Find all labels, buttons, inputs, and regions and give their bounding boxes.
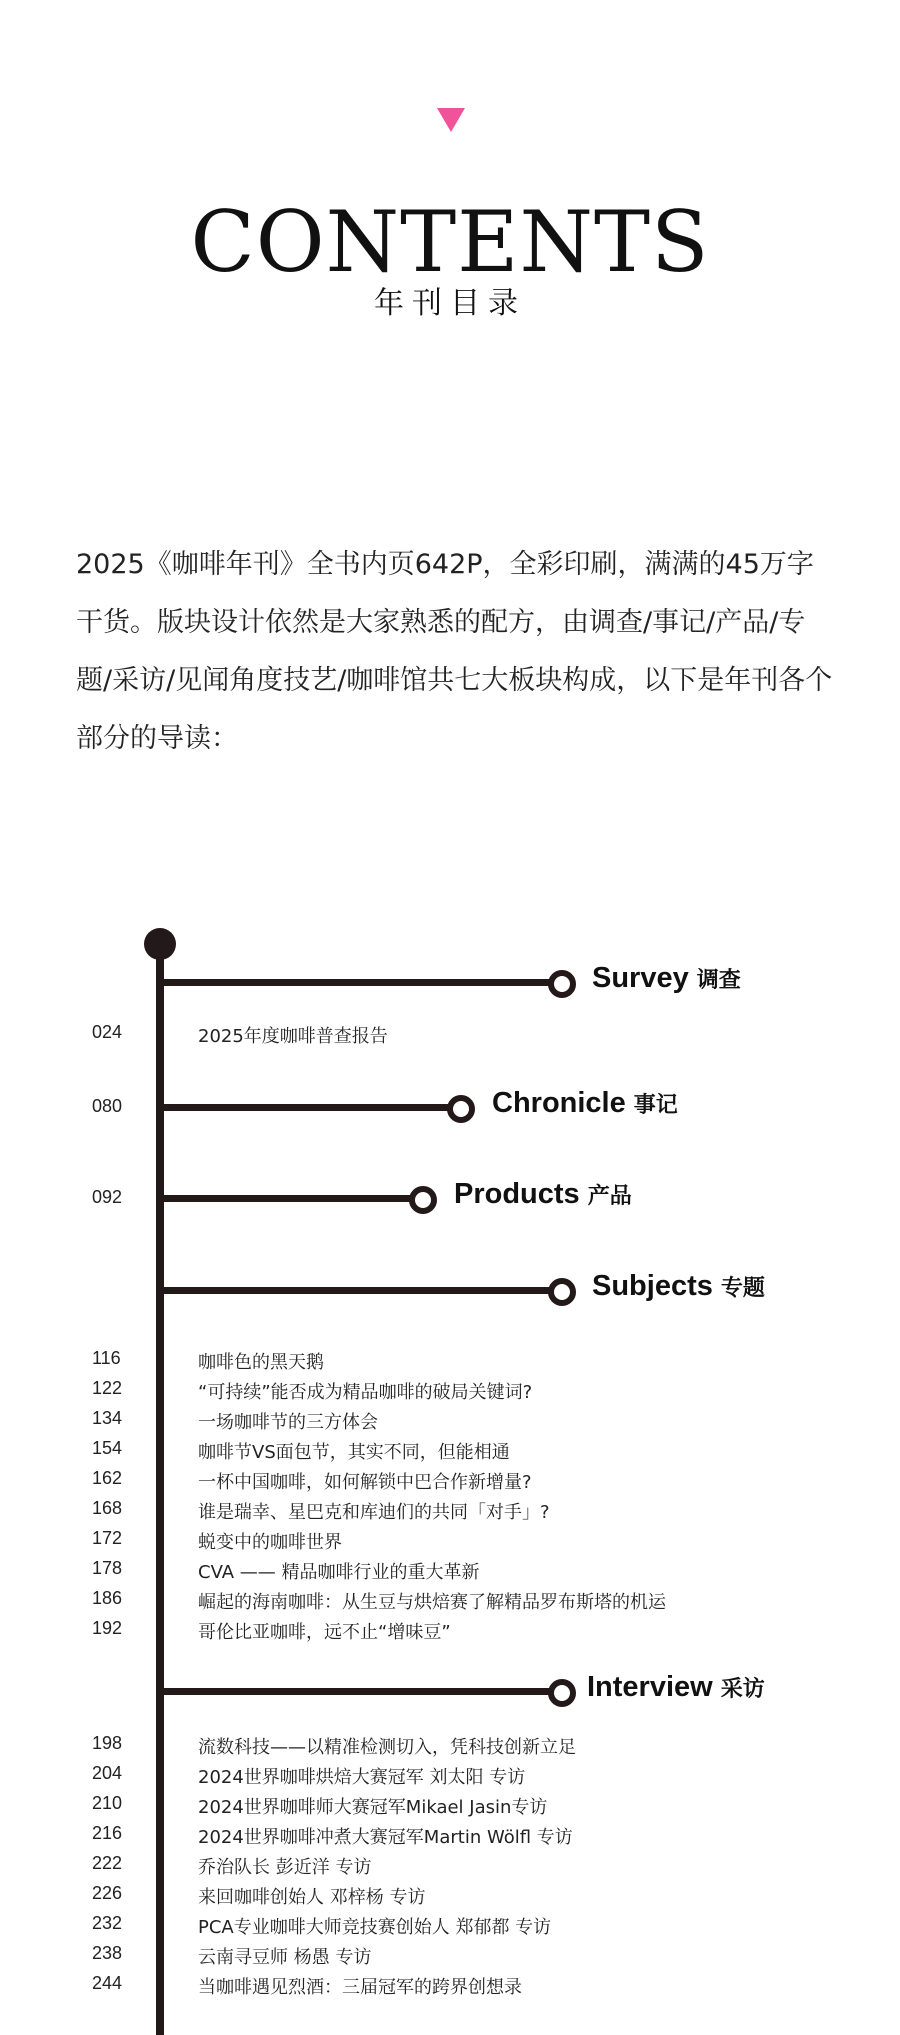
timeline-spine (156, 945, 164, 2035)
section-chronicle-zh: 事记 (633, 1093, 678, 1118)
toc-item[interactable]: 2025年度咖啡普查报告 (198, 1026, 388, 1047)
toc-item[interactable]: 乔治队长 彭近洋 专访 (198, 1857, 372, 1878)
toc-item[interactable]: 2024世界咖啡师大赛冠军Mikael Jasin专访 (198, 1797, 548, 1818)
section-chronicle-en: Chronicle (492, 1087, 626, 1119)
toc-item[interactable]: PCA专业咖啡大师竞技赛创始人 郑郁都 专访 (198, 1917, 552, 1938)
page-number: 080 (92, 1096, 123, 1116)
toc-item[interactable]: 一杯中国咖啡，如何解锁中巴合作新增量? (198, 1472, 532, 1493)
page-number: 162 (92, 1468, 123, 1488)
toc-item[interactable]: 来回咖啡创始人 邓梓杨 专访 (198, 1887, 426, 1908)
toc-item[interactable]: 谁是瑞幸、星巴克和库迪们的共同「对手」? (198, 1502, 550, 1523)
toc-item[interactable]: 流数科技——以精准检测切入，凭科技创新立足 (198, 1737, 576, 1758)
section-interview-zh: 采访 (720, 1677, 765, 1702)
products-node-icon (409, 1186, 437, 1214)
section-products-en: Products (454, 1178, 580, 1210)
page-number: 216 (92, 1823, 123, 1843)
toc-item[interactable]: 2024世界咖啡烘焙大赛冠军 刘太阳 专访 (198, 1767, 526, 1788)
section-chronicle (492, 1087, 678, 1120)
section-products (454, 1178, 632, 1211)
section-interview (587, 1671, 765, 1704)
products-connector (164, 1195, 414, 1202)
toc-item[interactable]: “可持续”能否成为精品咖啡的破局关键词? (198, 1382, 533, 1403)
subjects-node-icon (548, 1278, 576, 1306)
survey-node-icon (548, 970, 576, 998)
page-number: 192 (92, 1618, 123, 1638)
page-number: 178 (92, 1558, 123, 1578)
toc-item[interactable]: 哥伦比亚咖啡，远不止“增味豆” (198, 1622, 451, 1643)
toc-item[interactable]: 当咖啡遇见烈酒：三届冠军的跨界创想录 (198, 1977, 522, 1998)
page-number: 024 (92, 1022, 123, 1042)
page-number: 154 (92, 1438, 123, 1458)
page-number: 204 (92, 1763, 123, 1783)
interview-node-icon (548, 1679, 576, 1707)
page-number: 116 (92, 1348, 121, 1368)
toc-item[interactable]: 咖啡色的黑天鹅 (198, 1352, 324, 1373)
page-number: 122 (92, 1378, 123, 1398)
chronicle-connector (164, 1104, 452, 1111)
toc-item[interactable]: 咖啡节VS面包节，其实不同，但能相通 (198, 1442, 510, 1463)
section-subjects-zh: 专题 (720, 1276, 765, 1301)
survey-connector (164, 979, 552, 986)
page-subtitle: 年刊目录 (374, 286, 526, 321)
section-survey-en: Survey (592, 962, 689, 994)
page-number: 226 (92, 1883, 123, 1903)
toc-item[interactable]: 云南寻豆师 杨愚 专访 (198, 1947, 372, 1968)
page-number: 134 (92, 1408, 123, 1428)
toc-item[interactable]: 崛起的海南咖啡：从生豆与烘焙赛了解精品罗布斯塔的机运 (198, 1592, 666, 1613)
section-products-zh: 产品 (587, 1184, 632, 1209)
page-number: 238 (92, 1943, 123, 1963)
chronicle-node-icon (447, 1095, 475, 1123)
page-number: 198 (92, 1733, 123, 1753)
interview-connector (164, 1688, 552, 1695)
toc-item[interactable]: CVA —— 精品咖啡行业的重大革新 (198, 1562, 480, 1583)
toc-item[interactable]: 蜕变中的咖啡世界 (198, 1532, 342, 1553)
page-title: CONTENTS (190, 193, 710, 291)
toc-item[interactable]: 2024世界咖啡冲煮大赛冠军Martin Wölfl 专访 (198, 1827, 573, 1848)
section-subjects (592, 1270, 765, 1303)
page-number: 186 (92, 1588, 123, 1608)
page-number: 092 (92, 1187, 123, 1207)
page-number: 232 (92, 1913, 123, 1933)
subjects-connector (164, 1287, 552, 1294)
section-subjects-en: Subjects (592, 1270, 713, 1302)
section-survey-zh: 调查 (696, 968, 741, 993)
page-number: 168 (92, 1498, 123, 1518)
section-survey (592, 962, 741, 995)
intro-paragraph: 2025《咖啡年刊》全书内页642P，全彩印刷，满满的45万字干货。版块设计依然是大家熟悉的配方，由调查/事记/产品/专题/采访/见闻角度技艺/咖啡馆共七大板块构成，以下是年刊各个部分的导读： (76, 549, 833, 754)
page-number: 172 (92, 1528, 123, 1548)
section-interview-en: Interview (587, 1671, 713, 1703)
page-number: 244 (92, 1973, 123, 1993)
toc-item[interactable]: 一场咖啡节的三方体会 (198, 1412, 378, 1433)
timeline-start-dot (144, 928, 176, 960)
page-number: 222 (92, 1853, 123, 1873)
page-number: 210 (92, 1793, 123, 1813)
triangle-marker-icon (437, 108, 465, 132)
